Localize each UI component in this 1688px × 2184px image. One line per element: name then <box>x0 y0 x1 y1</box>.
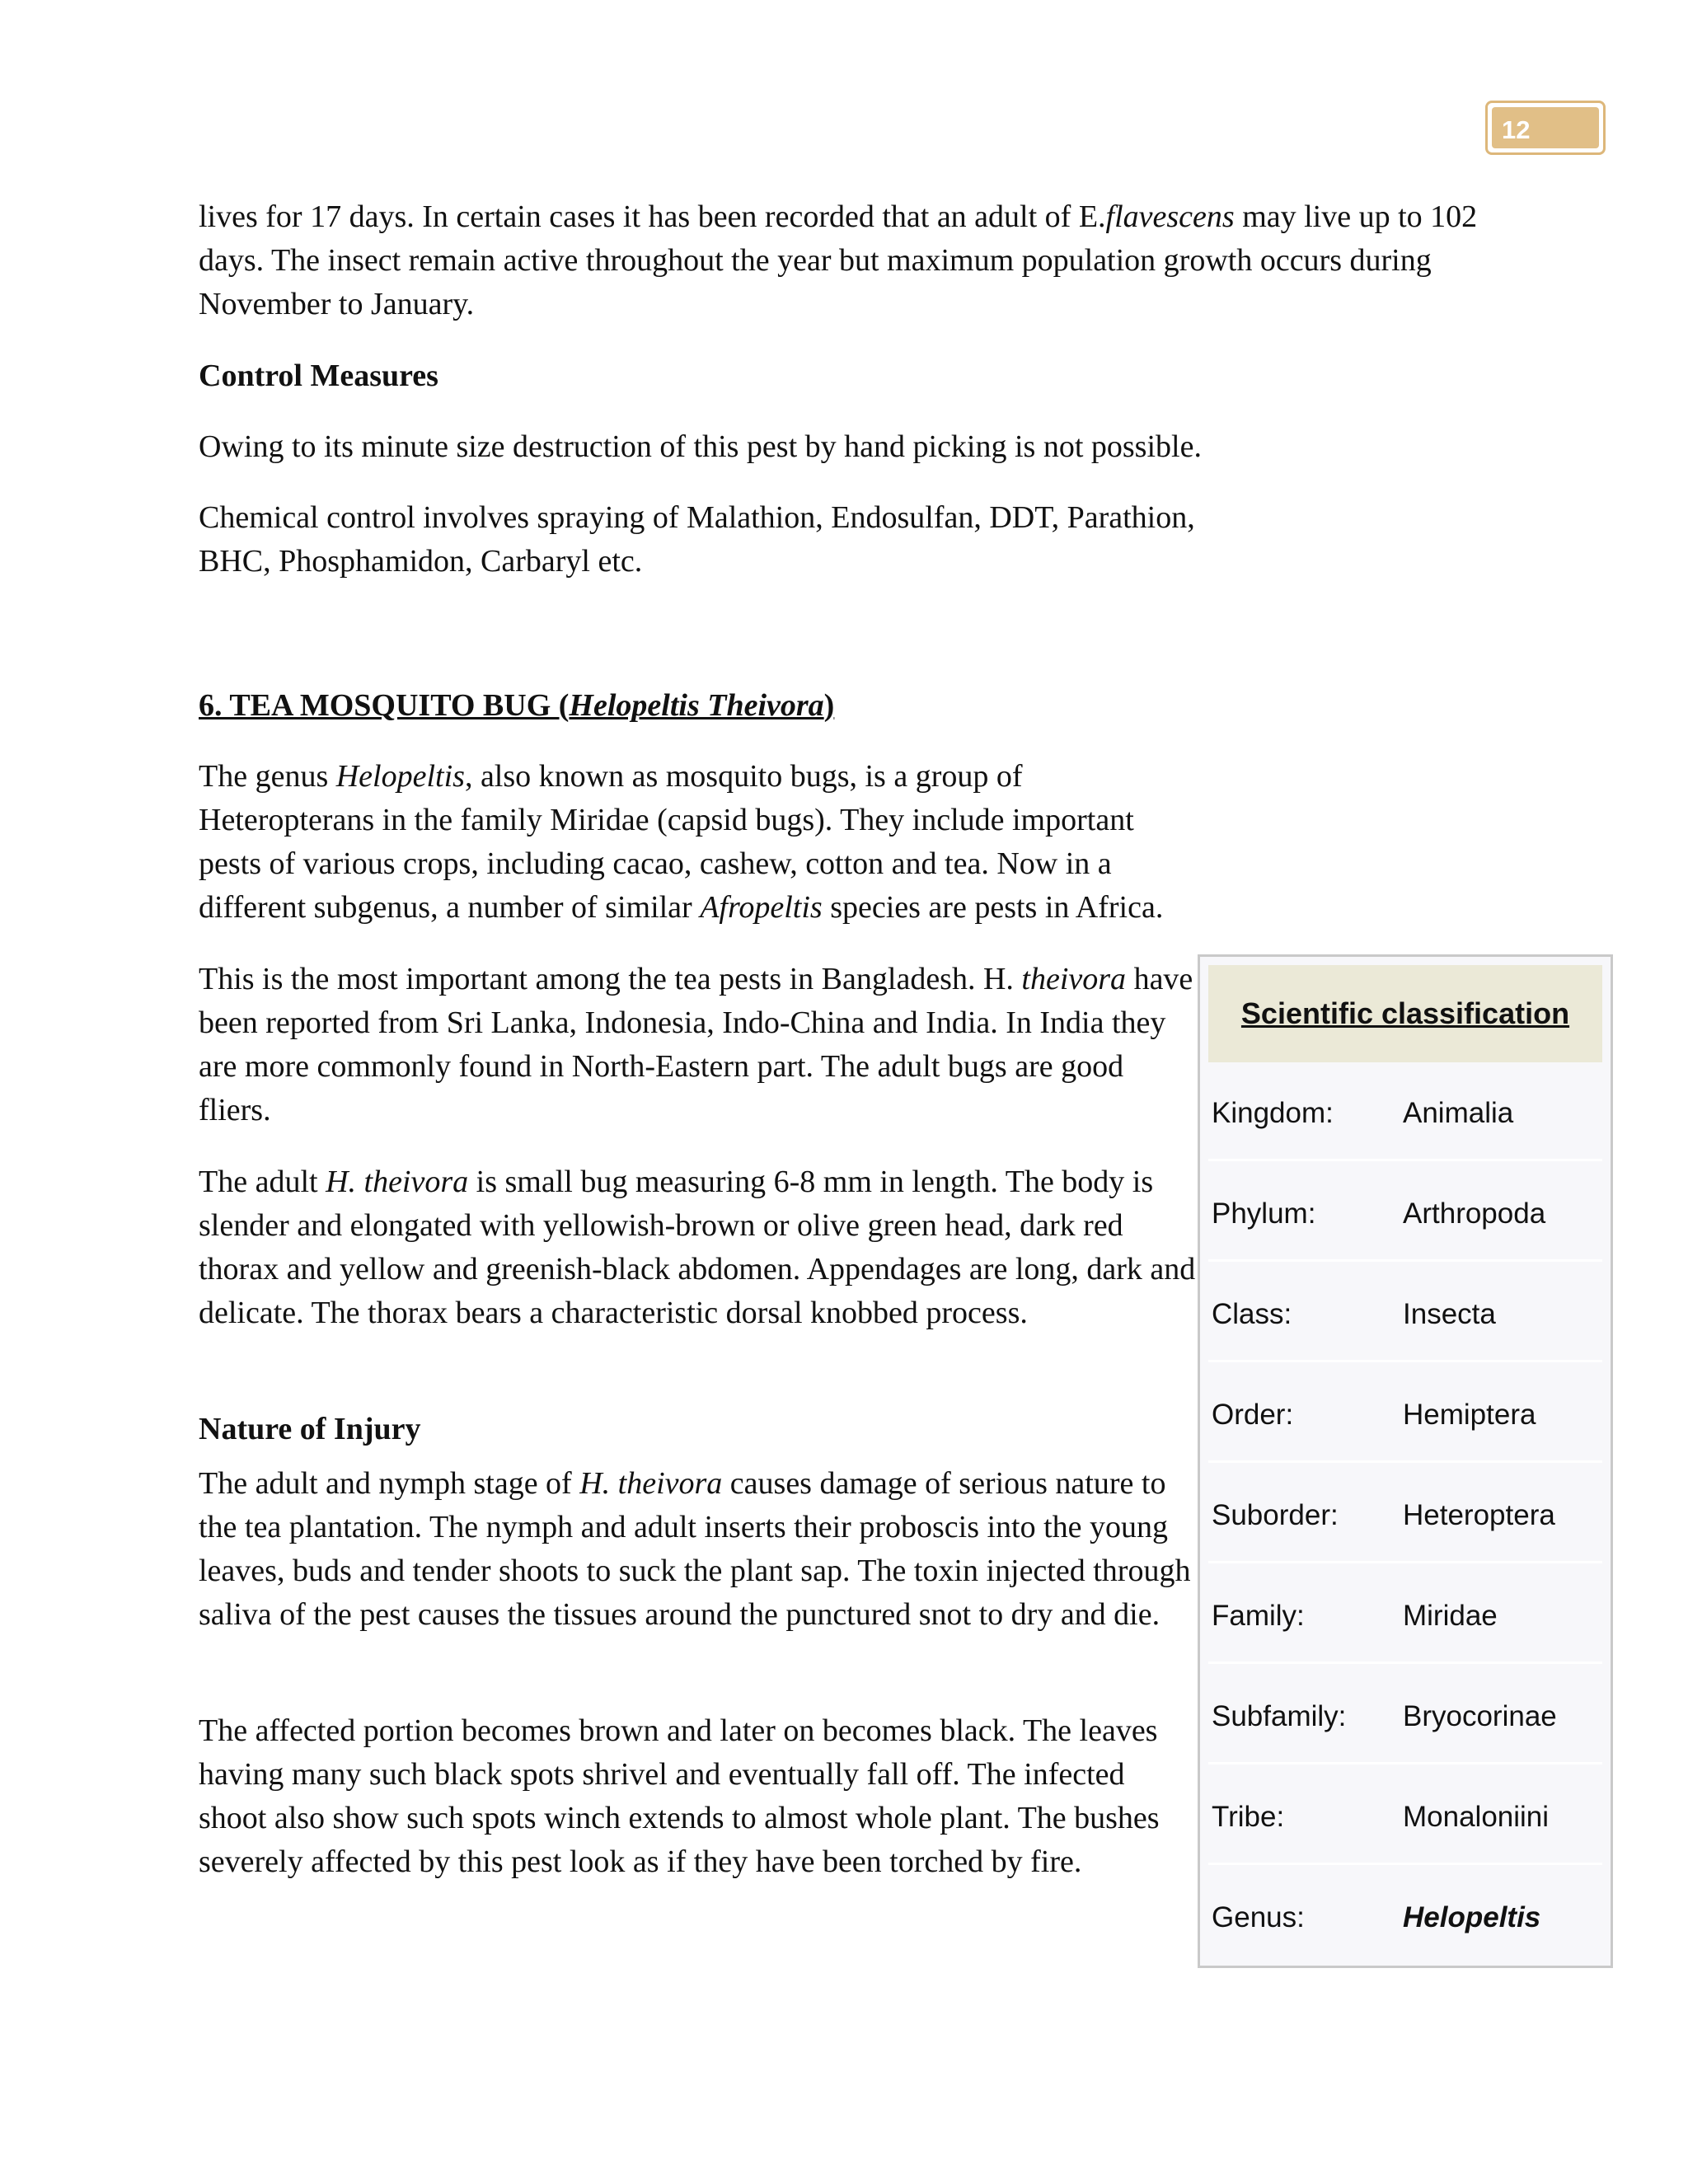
rank-label: Kingdom: <box>1212 1097 1334 1129</box>
rank-value: Animalia <box>1403 1097 1514 1129</box>
control-measures-heading: Control Measures <box>199 359 438 393</box>
rank-label: Genus: <box>1212 1901 1305 1933</box>
control-paragraph-1: Owing to its minute size destruction of this pest by hand picking is not possible. <box>199 429 1202 464</box>
page-number: 12 <box>1492 107 1599 148</box>
rank-value: Arthropoda <box>1403 1197 1546 1230</box>
rank-value: Heteroptera <box>1403 1499 1555 1531</box>
section-title: 6. TEA MOSQUITO BUG (Helopeltis Theivora) <box>199 688 835 723</box>
rank-label: Suborder: <box>1212 1499 1339 1531</box>
rank-value: Miridae <box>1403 1600 1498 1632</box>
nature-of-injury-heading: Nature of Injury <box>199 1412 421 1446</box>
classification-row-class <box>1208 1263 1602 1362</box>
control-paragraph-2: Chemical control involves spraying of Malathion, Endosulfan, DDT, Parathion, BHC, Phosphamidon, Carbaryl etc. <box>199 500 1195 579</box>
classification-row-order <box>1208 1364 1602 1463</box>
rank-label: Subfamily: <box>1212 1700 1347 1732</box>
rank-label: Class: <box>1212 1298 1292 1330</box>
classification-row-genus <box>1208 1867 1602 1966</box>
classification-row-kingdom <box>1208 1062 1602 1161</box>
classification-row-phylum <box>1208 1163 1602 1262</box>
intro-paragraph: lives for 17 days. In certain cases it has been recorded that an adult of E.flavescens may live up to 102 days. The insect remain active throughout the year but maximum population growth occurs during November to January. <box>199 199 1478 321</box>
rank-value: Bryocorinae <box>1403 1700 1557 1732</box>
page-number-badge <box>1485 101 1606 155</box>
rank-label: Phylum: <box>1212 1197 1316 1230</box>
classification-row-suborder <box>1208 1465 1602 1563</box>
injury-paragraph-2: The affected portion becomes brown and later on becomes black. The leaves having many such black spots shrivel and eventually fall off. The infected shoot also show such spots winch extends to almost whole plant. The bushes severely affected by this pest look as if they have been torched by fire. <box>199 1713 1160 1879</box>
rank-label: Order: <box>1212 1399 1294 1431</box>
classification-row-subfamily <box>1208 1666 1602 1765</box>
classification-row-tribe <box>1208 1766 1602 1865</box>
rank-value: Helopeltis <box>1403 1901 1541 1933</box>
rank-value: Monaloniini <box>1403 1801 1550 1833</box>
section-paragraph-3: The adult H. theivora is small bug measuring 6-8 mm in length. The body is slender and elongated with yellowish-brown or olive green head, dark red thorax and yellow and greenish-black abdomen. Appendages are long, dark and delicate. The thorax bears a characteristic dorsal knobbed process. <box>199 1165 1196 1330</box>
rank-label: Tribe: <box>1212 1801 1285 1833</box>
rank-value: Hemiptera <box>1403 1399 1536 1431</box>
section-paragraph-2: This is the most important among the tea pests in Bangladesh. H. theivora have been reported from Sri Lanka, Indonesia, Indo-China and India. In India they are more commonly found in North-Eastern part. The adult bugs are good fliers. <box>199 962 1193 1127</box>
section-paragraph-1: The genus Helopeltis, also known as mosquito bugs, is a group of Heteropterans in the family Miridae (capsid bugs). They include important pests of various crops, including cacao, cashew, cotton and tea. Now in a different subgenus, a number of similar Afropeltis species are pests in Africa. <box>199 759 1164 925</box>
classification-row-family <box>1208 1565 1602 1664</box>
rank-value: Insecta <box>1403 1298 1496 1330</box>
rank-label: Family: <box>1212 1600 1305 1632</box>
scientific-classification-table <box>1198 954 1613 1968</box>
injury-paragraph-1: The adult and nymph stage of H. theivora causes damage of serious nature to the tea plantation. The nymph and adult inserts their proboscis into the young leaves, buds and tender shoots to suck the plant sap. The toxin injected through saliva of the pest causes the tissues around the punctured snot to dry and die. <box>199 1466 1191 1632</box>
classification-title: Scientific classification <box>1208 965 1602 1062</box>
